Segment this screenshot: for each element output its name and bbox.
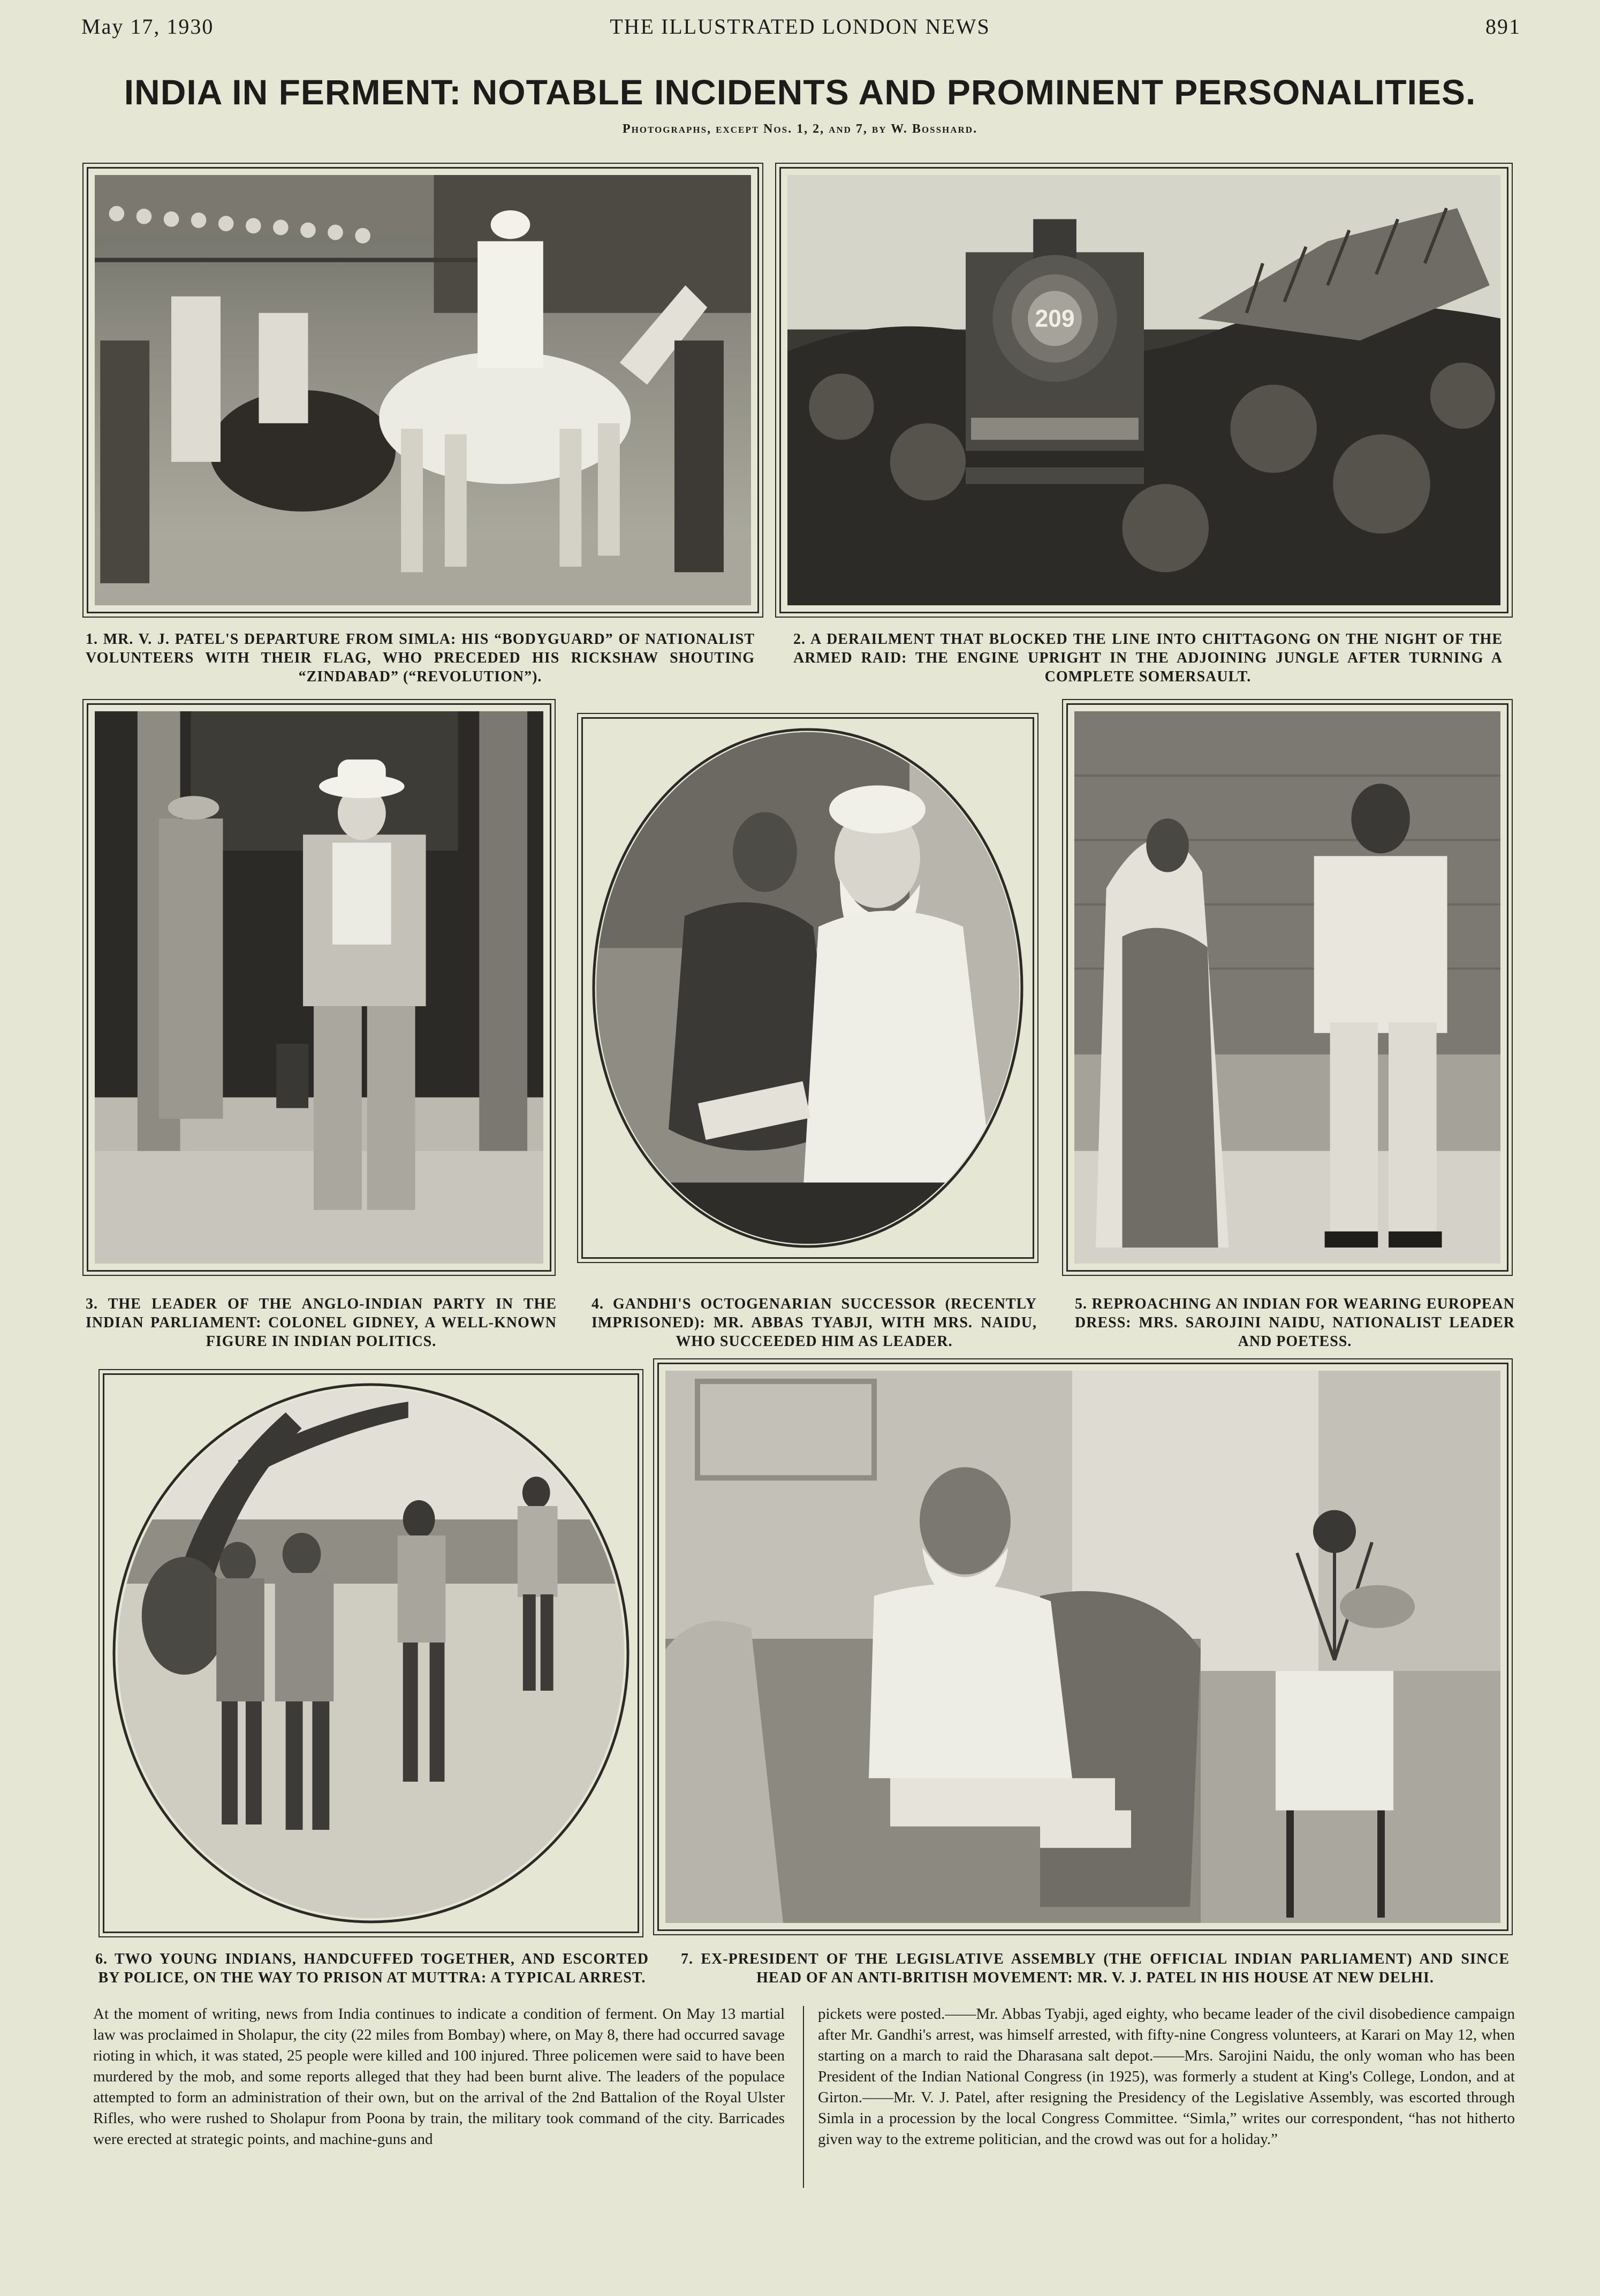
photo-credit: Photographs, except Nos. 1, 2, and 7, by W. Bosshard. (622, 122, 978, 136)
photo-1-frame (87, 167, 759, 613)
caption-7: 7. EX-PRESIDENT OF THE LEGISLATIVE ASSEMBLY (THE OFFICIAL INDIAN PARLIAMENT) AND SINCE HEAD OF AN ANTI-BRITISH MOVEMENT: MR. V. J. PATEL IN HIS HOUSE AT NEW DELHI. (681, 1951, 1510, 1986)
page-headline: INDIA IN FERMENT: NOTABLE INCIDENTS AND PROMINENT PERSONALITIES. (124, 72, 1476, 112)
photo-6-frame (103, 1373, 639, 1933)
caption-1: 1. MR. V. J. PATEL'S DEPARTURE FROM SIMLA: HIS “BODYGUARD” OF NATIONALIST VOLUNTEERS WITH THEIR FLAG, WHO PRECEDED HIS RICKSHAW SHOUTING “ZINDABAD” (“REVOLUTION”). (86, 631, 755, 685)
photo-7-patel-at-home (665, 1371, 1500, 1923)
photo-4-frame (581, 717, 1034, 1259)
photo-2-derailment (787, 175, 1500, 605)
caption-5: 5. REPROACHING AN INDIAN FOR WEARING EUROPEAN DRESS: MRS. SAROJINI NAIDU, NATIONALIST LEADER AND POETESS. (1075, 1296, 1515, 1350)
photo-2-frame (779, 167, 1508, 613)
photo-3-frame (87, 703, 551, 1272)
caption-2: 2. A DERAILMENT THAT BLOCKED THE LINE INTO CHITTAGONG ON THE NIGHT OF THE ARMED RAID: THE ENGINE UPRIGHT IN THE ADJOINING JUNGLE AFTER TURNING A COMPLETE SOMERSAULT. (793, 631, 1503, 685)
photo-7-frame (657, 1363, 1508, 1931)
caption-6: 6. TWO YOUNG INDIANS, HANDCUFFED TOGETHER, AND ESCORTED BY POLICE, ON THE WAY TO PRISON AT MUTTRA: A TYPICAL ARREST. (95, 1951, 649, 1986)
photo-6-arrest (110, 1380, 632, 1926)
column-divider (803, 2006, 804, 2188)
issue-date: May 17, 1930 (81, 14, 214, 39)
article-column-right: pickets were posted.——Mr. Abbas Tyabji, aged eighty, who became leader of the civil disobedience campaign after Mr. Gandhi's arrest, was himself arrested, with fifty-nine Congress volunteers, at Karari on May 12, when starting on a march to raid the Dharasana salt depot.——Mrs. Sarojini Naidu, the only woman who has been President of the Indian National Congress (in 1925), was formerly a student at King's College, London, and at Girton.——Mr. V. J. Patel, after resigning the Presidency of the Legislative Assembly, was escorted through Simla in a procession by the local Congress Committee. “Simla,” writes our correspondent, “has not hitherto given way to the extreme politician, and the crowd was out for a holiday.” (818, 2005, 1515, 2148)
photo-1-procession (95, 175, 751, 605)
photo-4-tyabji-naidu (588, 724, 1027, 1252)
photo-5-naidu-reproaching (1074, 711, 1500, 1264)
photo-3-colonel-gidney (95, 711, 543, 1264)
photo-5-frame (1066, 703, 1508, 1272)
publication-name: THE ILLUSTRATED LONDON NEWS (610, 14, 990, 39)
caption-3: 3. THE LEADER OF THE ANGLO-INDIAN PARTY IN THE INDIAN PARLIAMENT: COLONEL GIDNEY, A WELL-KNOWN FIGURE IN INDIAN POLITICS. (86, 1296, 557, 1350)
caption-4: 4. GANDHI'S OCTOGENARIAN SUCCESSOR (RECENTLY IMPRISONED): MR. ABBAS TYABJI, WITH MRS. NAIDU, WHO SUCCEEDED HIM AS LEADER. (592, 1296, 1037, 1350)
page-number: 891 (1485, 14, 1521, 39)
locomotive-number: 209 (1035, 305, 1075, 332)
article-column-left: At the moment of writing, news from India continues to indicate a condition of ferment. On May 13 martial law was proclaimed in Sholapur, the city (22 miles from Bombay) where, on May 8, there had occurred savage rioting in which, it was stated, 25 people were killed and 100 injured. Three policemen were said to have been murdered by the mob, and some reports alleged that they had been burnt alive. The leaders of the populace attempted to form an administration of their own, but on the arrival of the 2nd Battalion of the Royal Ulster Rifles, who were rushed to Sholapur from Poona by train, the military took command of the city. Barricades were erected at strategic points, and machine-guns and (93, 2005, 785, 2148)
